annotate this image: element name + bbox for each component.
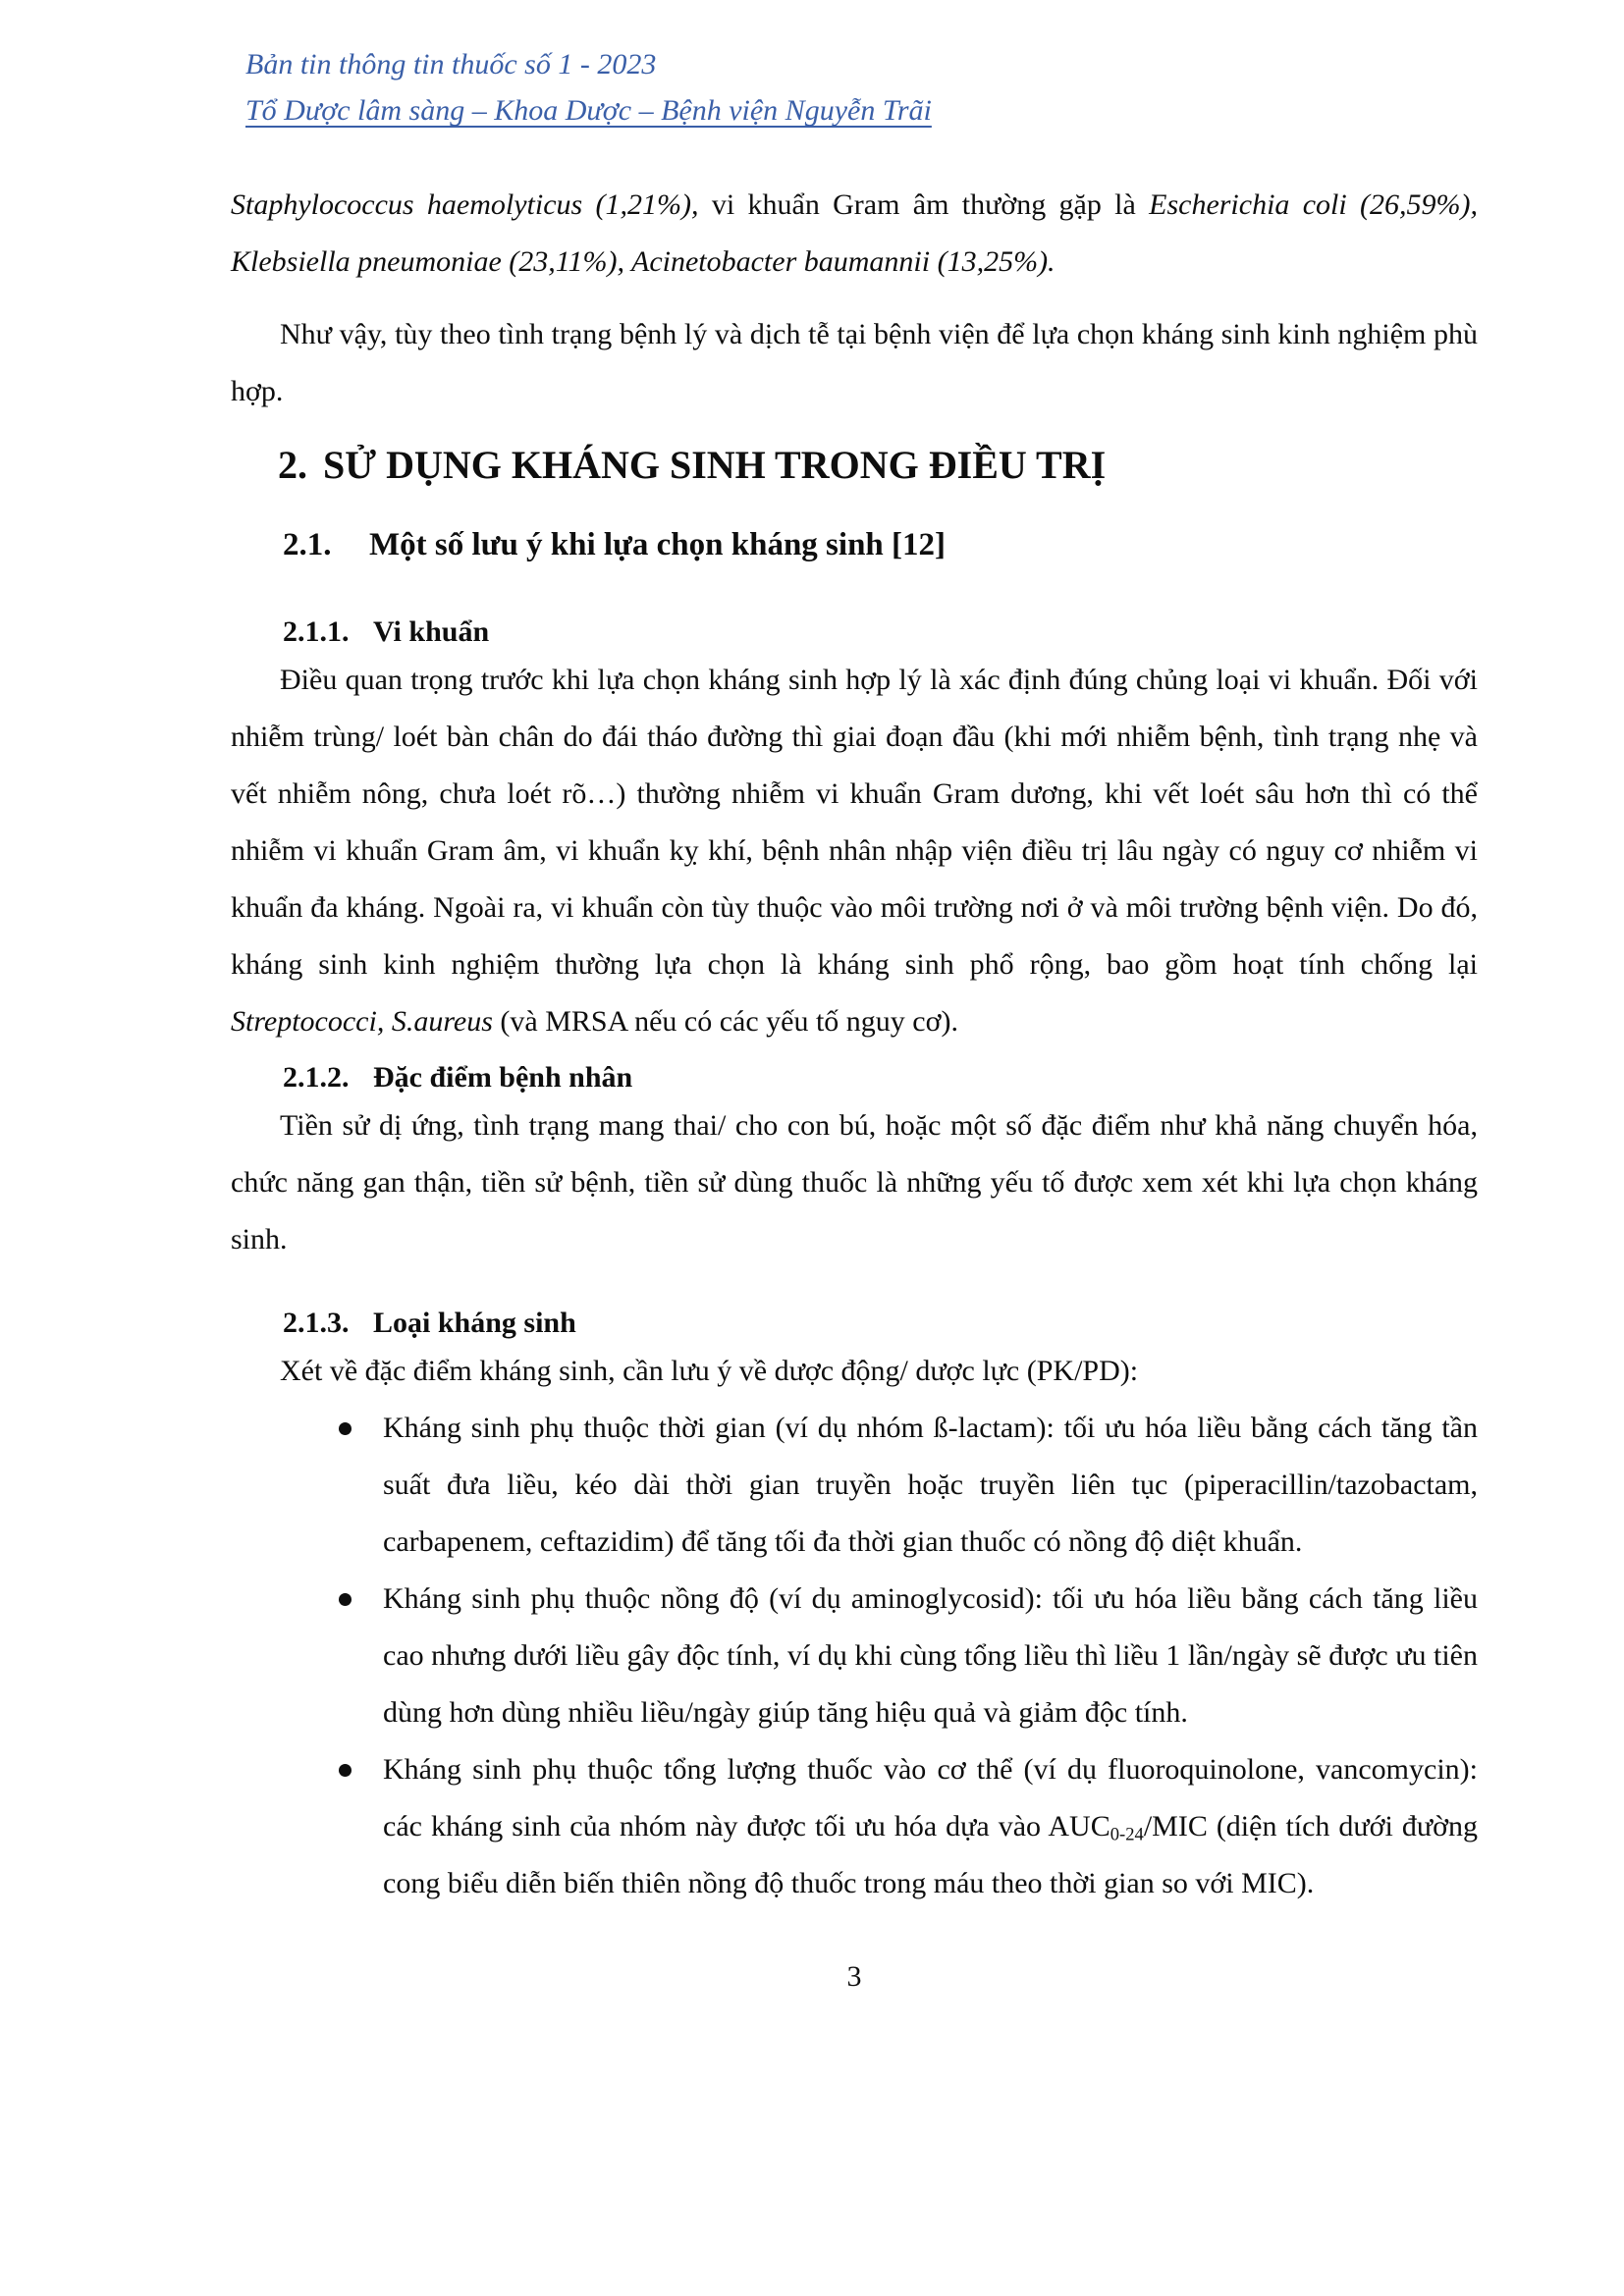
bullet-icon [339, 1422, 352, 1435]
page-number: 3 [846, 1960, 862, 1993]
list-item-text: Kháng sinh phụ thuộc nồng độ (ví dụ aminoglycosid): tối ưu hóa liều bằng cách tăng liều cao nhưng dưới liều gây độc tính, ví dụ khi cùng tổng liều thì liều 1 lần/ngày sẽ được ưu tiên dùng hơn dùng nhiều liều/ngày giúp tăng hiệu quả và giảm độc tính. [383, 1582, 1478, 1729]
page-header [245, 41, 1478, 133]
species-names-italic: Escherichia coli (26,59%), Klebsiella pneumoniae (23,11%), Acinetobacter baumannii (13,25%). [231, 188, 1479, 278]
newsletter-title: Bản tin thông tin thuốc số 1 - 2023 [245, 48, 657, 80]
list-item-text [383, 1753, 1478, 1899]
list-item-text-run: /MIC (diện tích dưới đường cong biểu diễn biến thiên nồng độ thuốc trong máu theo thời gian so với MIC). [383, 1810, 1478, 1899]
heading-label: Vi khuẩn [373, 615, 490, 648]
heading-label: Một số lưu ý khi lựa chọn kháng sinh [12] [369, 527, 947, 562]
bullet-list [231, 1400, 1478, 1912]
paragraph-conclusion: Như vậy, tùy theo tình trạng bệnh lý và dịch tễ tại bệnh viện để lựa chọn kháng sinh kinh nghiệm phù hợp. [231, 318, 1478, 407]
section-heading-2 [278, 442, 1478, 489]
list-item-time-dependent [231, 1400, 1478, 1571]
species-name-italic: Staphylococcus haemolyticus (1,21%), [231, 188, 712, 221]
section-heading-2-1-2 [283, 1058, 1478, 1097]
list-item-auc-dependent [231, 1741, 1478, 1912]
paragraph-patient-characteristics: Tiền sử dị ứng, tình trạng mang thai/ cho con bú, hoặc một số đặc điểm như khả năng chuyển hóa, chức năng gan thận, tiền sử bệnh, tiền sử dùng thuốc là những yếu tố được xem xét khi lựa chọn kháng sinh. [231, 1109, 1478, 1255]
paragraph-text: Điều quan trọng trước khi lựa chọn kháng sinh hợp lý là xác định đúng chủng loại vi khuẩn. Đối với nhiễm trùng/ loét bàn chân do đái tháo đường thì giai đoạn đầu (khi mới nhiễm bệnh, tình trạng nhẹ và vết nhiễm nông, chưa loét rõ…) thường nhiễm vi khuẩn Gram dương, khi vết loét sâu hơn thì có thể nhiễm vi khuẩn Gram âm, vi khuẩn kỵ khí, bệnh nhân nhập viện điều trị lâu ngày có nguy cơ nhiễm vi khuẩn đa kháng. Ngoài ra, vi khuẩn còn tùy thuộc vào môi trường nơi ở và môi trường bệnh viện. Do đó, kháng sinh kinh nghiệm thường lựa chọn là kháng sinh phổ rộng, bao gồm hoạt tính chống lại [231, 664, 1478, 981]
heading-number: 2.1.3. [283, 1307, 350, 1339]
heading-label: SỬ DỤNG KHÁNG SINH TRONG ĐIỀU TRỊ [323, 443, 1107, 487]
paragraph-bacteria [231, 652, 1478, 1050]
paragraph-text: vi khuẩn Gram âm thường gặp là [711, 188, 1150, 221]
heading-number: 2. [278, 443, 307, 487]
section-heading-2-1-3 [283, 1304, 1478, 1343]
auc-subscript: 0-24 [1110, 1824, 1144, 1845]
paragraph-text: (và MRSA nếu có các yếu tố nguy cơ). [492, 1005, 958, 1038]
species-names-italic: Streptococci, S.aureus [231, 1005, 493, 1038]
list-item-text: Kháng sinh phụ thuộc thời gian (ví dụ nhóm ß-lactam): tối ưu hóa liều bằng cách tăng tần suất đưa liều, kéo dài thời gian truyền hoặc truyền liên tục (piperacillin/tazobactam, carbapenem, ceftazidim) để tăng tối đa thời gian thuốc có nồng độ diệt khuẩn. [383, 1412, 1478, 1558]
list-item-text-run: Kháng sinh phụ thuộc tổng lượng thuốc vào cơ thể (ví dụ fluoroquinolone, vancomycin): các kháng sinh của nhóm này được tối ưu hóa dựa vào AUC [383, 1753, 1478, 1842]
department-subtitle: Tổ Dược lâm sàng – Khoa Dược – Bệnh viện Nguyễn Trãi [245, 94, 932, 127]
list-item-concentration-dependent [231, 1571, 1478, 1741]
bullet-icon [339, 1593, 352, 1606]
heading-label: Loại kháng sinh [373, 1307, 576, 1339]
heading-number: 2.1. [283, 527, 332, 562]
paragraph-pkpd-intro: Xét về đặc điểm kháng sinh, cần lưu ý về dược động/ dược lực (PK/PD): [280, 1355, 1139, 1387]
heading-label: Đặc điểm bệnh nhân [373, 1061, 633, 1094]
heading-number: 2.1.2. [283, 1061, 350, 1094]
section-heading-2-1-1 [283, 613, 1478, 652]
paragraph-bacteria-stats [231, 177, 1478, 291]
heading-number: 2.1.1. [283, 615, 350, 648]
section-heading-2-1 [283, 524, 1478, 565]
bullet-icon [339, 1764, 352, 1777]
